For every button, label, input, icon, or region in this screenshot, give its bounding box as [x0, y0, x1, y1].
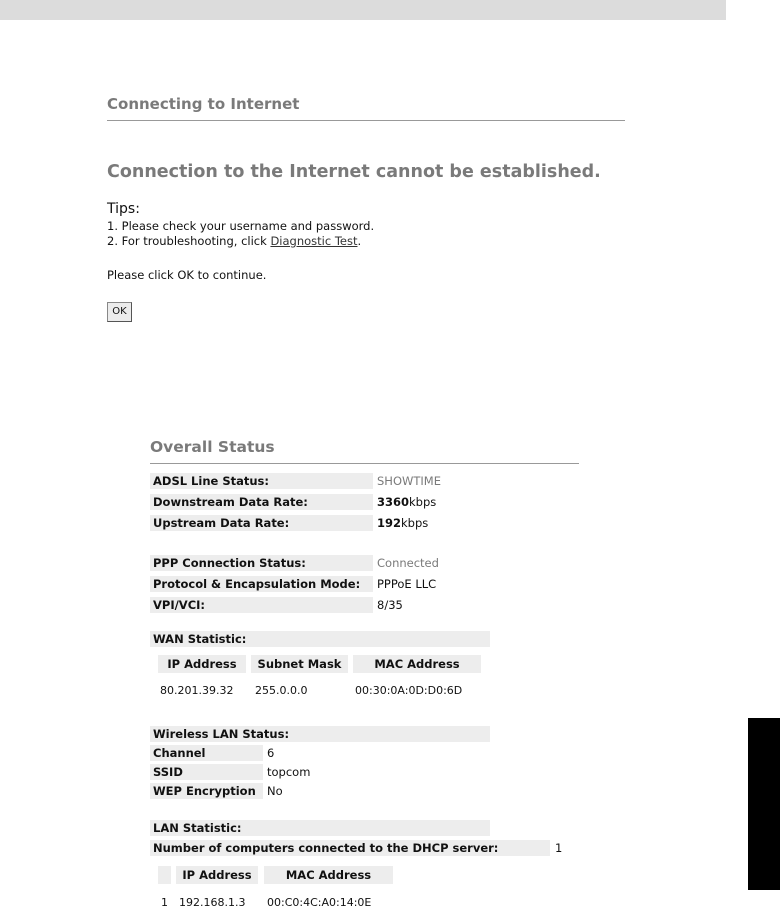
top-bar	[0, 0, 726, 20]
status-divider	[150, 463, 579, 464]
lan-col-mac: MAC Address	[264, 866, 393, 884]
upstream-label: Upstream Data Rate:	[150, 515, 373, 531]
ok-button[interactable]: OK	[107, 302, 132, 322]
overall-status-title: Overall Status	[150, 438, 275, 456]
vpivci-label: VPI/VCI:	[150, 597, 373, 613]
continue-text: Please click OK to continue.	[107, 268, 267, 282]
tip-2-suffix: .	[357, 234, 362, 248]
tip-2-prefix: 2. For troubleshooting, click	[107, 234, 271, 248]
error-message: Connection to the Internet cannot be established.	[107, 162, 601, 182]
dhcp-count-label: Number of computers connected to the DHCP server:	[150, 840, 550, 856]
dhcp-count-value: 1	[555, 841, 563, 855]
wan-mac: 00:30:0A:0D:D0:6D	[355, 684, 463, 697]
wep-label: WEP Encryption	[150, 783, 263, 799]
wan-ip: 80.201.39.32	[160, 684, 234, 697]
channel-value: 6	[267, 746, 275, 760]
lan-heading: LAN Statistic:	[150, 820, 490, 836]
ppp-status-label: PPP Connection Status:	[150, 555, 373, 571]
ssid-label: SSID	[150, 764, 263, 780]
diagnostic-test-link[interactable]: Diagnostic Test	[270, 234, 358, 248]
adsl-line-status-value: SHOWTIME	[377, 474, 441, 488]
adsl-line-status-label: ADSL Line Status:	[150, 473, 373, 489]
vpivci-value: 8/35	[377, 598, 403, 612]
lan-row-ip: 192.168.1.3	[179, 896, 246, 909]
tip-2	[107, 234, 361, 248]
lan-row-index: 1	[161, 896, 168, 909]
wan-subnet: 255.0.0.0	[255, 684, 308, 697]
wep-value: No	[267, 784, 283, 798]
tip-1: 1. Please check your username and password.	[107, 219, 375, 233]
ppp-status-value: Connected	[377, 556, 439, 570]
connecting-title: Connecting to Internet	[107, 95, 300, 113]
title-divider	[107, 120, 625, 121]
tips-label: Tips:	[107, 201, 140, 217]
wan-col-subnet: Subnet Mask	[251, 655, 348, 673]
wireless-heading: Wireless LAN Status:	[150, 726, 490, 742]
wan-statistic-heading: WAN Statistic:	[150, 631, 490, 647]
lan-col-index	[158, 866, 171, 884]
upstream-value: 192kbps	[377, 516, 429, 530]
downstream-label: Downstream Data Rate:	[150, 494, 373, 510]
ssid-value: topcom	[267, 765, 311, 779]
lan-col-ip: IP Address	[176, 866, 258, 884]
side-tab	[748, 718, 780, 890]
lan-row-mac: 00:C0:4C:A0:14:0E	[267, 896, 372, 909]
downstream-value: 3360kbps	[377, 495, 437, 509]
protocol-label: Protocol & Encapsulation Mode:	[150, 576, 373, 592]
channel-label: Channel	[150, 745, 263, 761]
wan-col-mac: MAC Address	[353, 655, 481, 673]
protocol-value: PPPoE LLC	[377, 577, 437, 591]
wan-col-ip: IP Address	[158, 655, 246, 673]
